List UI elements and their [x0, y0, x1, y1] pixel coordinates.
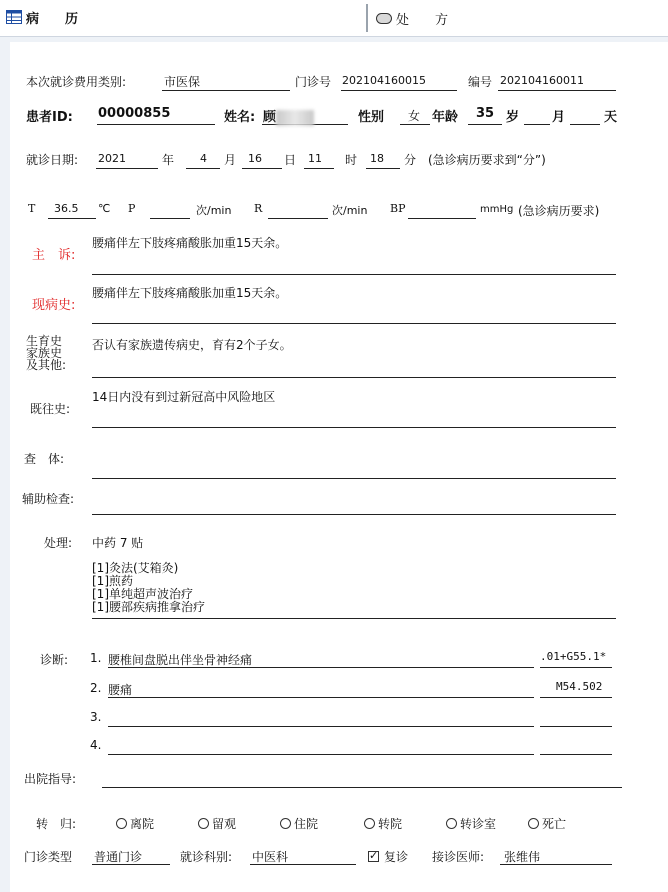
diagnosis-row-1-name[interactable]: 腰椎间盘脱出伴坐骨神经痛	[108, 653, 253, 667]
visit-month-unit: 月	[224, 153, 237, 167]
visit-day-unit: 日	[284, 153, 297, 167]
age-field[interactable]: 35	[476, 106, 495, 121]
temp-field[interactable]: 36.5	[54, 202, 79, 215]
visit-hour-field[interactable]: 11	[308, 152, 322, 165]
visit-minute-field[interactable]: 18	[370, 152, 384, 165]
history-label-1: 生育史	[26, 334, 63, 348]
dept-field[interactable]: 中医科	[252, 850, 289, 864]
age-label: 年龄	[432, 110, 459, 125]
history-label-3: 及其他:	[26, 358, 67, 372]
doctor-label: 接诊医师:	[432, 850, 485, 864]
age-day-unit: 天	[604, 110, 618, 125]
revisit-checkbox[interactable]	[368, 848, 408, 865]
prescription-oval-icon	[376, 13, 392, 24]
treatment-item: [1]单纯超声波治疗	[92, 587, 193, 601]
diagnosis-row-2-code[interactable]: M54.502	[556, 680, 603, 693]
visit-minute-unit: 分	[404, 153, 417, 167]
clinic-no-field[interactable]: 202104160015	[342, 74, 426, 87]
serial-label: 编号	[468, 75, 493, 89]
record-table-icon	[6, 10, 22, 24]
serial-field[interactable]: 202104160011	[500, 74, 584, 87]
name-value: 顾	[263, 110, 277, 125]
temp-unit: ℃	[98, 202, 111, 215]
present-field[interactable]: 腰痛伴左下肢疼痛酸胀加重15天余。	[92, 286, 288, 300]
radio-circle-icon	[198, 818, 209, 829]
outcome-radio-death[interactable]	[528, 815, 566, 832]
diagnosis-row-2-name[interactable]: 腰痛	[108, 683, 133, 697]
tab-prescription[interactable]	[366, 4, 668, 32]
treatment-label: 处理:	[44, 536, 73, 550]
sex-label: 性别	[358, 110, 385, 125]
name-field[interactable]	[263, 106, 314, 126]
diagnosis-row-2-num: 2.	[90, 681, 102, 695]
age-month-unit: 月	[552, 110, 566, 125]
treatment-item: [1]煎药	[92, 574, 133, 588]
bp-unit: mmHg	[480, 204, 514, 215]
tab-medical-record[interactable]	[6, 6, 78, 28]
doctor-field[interactable]: 张维伟	[504, 850, 541, 864]
outcome-radio-discharge[interactable]	[116, 815, 154, 832]
medical-record-form	[10, 42, 668, 892]
tab-medical-record-label: 病 历	[26, 11, 79, 27]
visit-month-field[interactable]: 4	[200, 152, 207, 165]
outcome-radio-admit[interactable]	[280, 815, 318, 832]
radio-circle-icon	[116, 818, 127, 829]
radio-circle-icon	[528, 818, 539, 829]
chief-label: 主 诉:	[32, 248, 76, 263]
radio-circle-icon	[446, 818, 457, 829]
diagnosis-row-1-code[interactable]: .01+G55.1*	[540, 650, 607, 663]
vitals-note: (急诊病历要求)	[518, 204, 600, 218]
bp-label: BP	[390, 202, 406, 215]
diagnosis-row-3-num: 3.	[90, 710, 102, 724]
treatment-summary[interactable]: 中药 7 贴	[92, 536, 144, 550]
exam-label: 查 体:	[24, 452, 65, 466]
outcome-option-label: 转院	[378, 817, 403, 831]
clinic-type-field[interactable]: 普通门诊	[94, 850, 143, 864]
patient-id-label: 患者ID:	[26, 110, 73, 125]
chief-field[interactable]: 腰痛伴左下肢疼痛酸胀加重15天余。	[92, 236, 288, 250]
history-label-2: 家族史	[26, 346, 63, 360]
patient-id-field[interactable]: 00000855	[98, 106, 171, 121]
tab-bar	[0, 0, 668, 37]
history-field[interactable]: 否认有家族遗传病史，育有2个子女。	[92, 338, 292, 352]
name-redaction	[276, 110, 314, 126]
resp-label: R	[254, 202, 263, 215]
revisit-label: 复诊	[384, 850, 409, 864]
outcome-radio-transfer-room[interactable]	[446, 815, 496, 832]
treatment-item: [1]灸法(艾箱灸)	[92, 561, 179, 575]
fee-type-field[interactable]: 市医保	[164, 75, 201, 89]
visit-year-unit: 年	[162, 153, 175, 167]
past-field[interactable]: 14日内没有到过新冠高中风险地区	[92, 390, 276, 404]
discharge-label: 出院指导:	[24, 772, 77, 786]
visit-day-field[interactable]: 16	[248, 152, 262, 165]
dept-label: 就诊科别:	[180, 850, 233, 864]
radio-circle-icon	[364, 818, 375, 829]
diagnosis-label: 诊断:	[40, 653, 69, 667]
fee-type-label: 本次就诊费用类别:	[26, 75, 127, 89]
outcome-option-label: 住院	[294, 817, 319, 831]
pulse-label: P	[128, 202, 136, 215]
checkbox-checked-icon	[368, 851, 379, 862]
diagnosis-row-1-num: 1.	[90, 651, 102, 665]
outcome-label: 转 归:	[36, 817, 77, 831]
radio-circle-icon	[280, 818, 291, 829]
pulse-unit: 次/min	[196, 204, 232, 217]
present-label: 现病史:	[32, 298, 76, 313]
treatment-item: [1]腰部疾病推拿治疗	[92, 600, 205, 614]
clinic-no-label: 门诊号	[295, 75, 332, 89]
age-year-unit: 岁	[506, 110, 520, 125]
outcome-option-label: 死亡	[542, 817, 567, 831]
name-label: 姓名:	[224, 110, 256, 125]
past-label: 既往史:	[30, 402, 71, 416]
outcome-radio-observe[interactable]	[198, 815, 236, 832]
sex-field[interactable]: 女	[408, 109, 421, 123]
visit-date-label: 就诊日期:	[26, 153, 79, 167]
visit-hour-unit: 时	[345, 153, 358, 167]
outcome-option-label: 离院	[130, 817, 155, 831]
visit-date-note: (急诊病历要求到“分”)	[428, 153, 546, 167]
visit-year-field[interactable]: 2021	[98, 152, 126, 165]
outcome-radio-transfer-hospital[interactable]	[364, 815, 402, 832]
resp-unit: 次/min	[332, 204, 368, 217]
clinic-type-label: 门诊类型	[24, 850, 73, 864]
tab-prescription-label: 处 方	[396, 12, 449, 28]
outcome-option-label: 留观	[212, 817, 237, 831]
diagnosis-row-4-num: 4.	[90, 738, 102, 752]
temp-label: T	[28, 202, 36, 215]
aux-label: 辅助检查:	[22, 492, 75, 506]
outcome-option-label: 转诊室	[460, 817, 497, 831]
